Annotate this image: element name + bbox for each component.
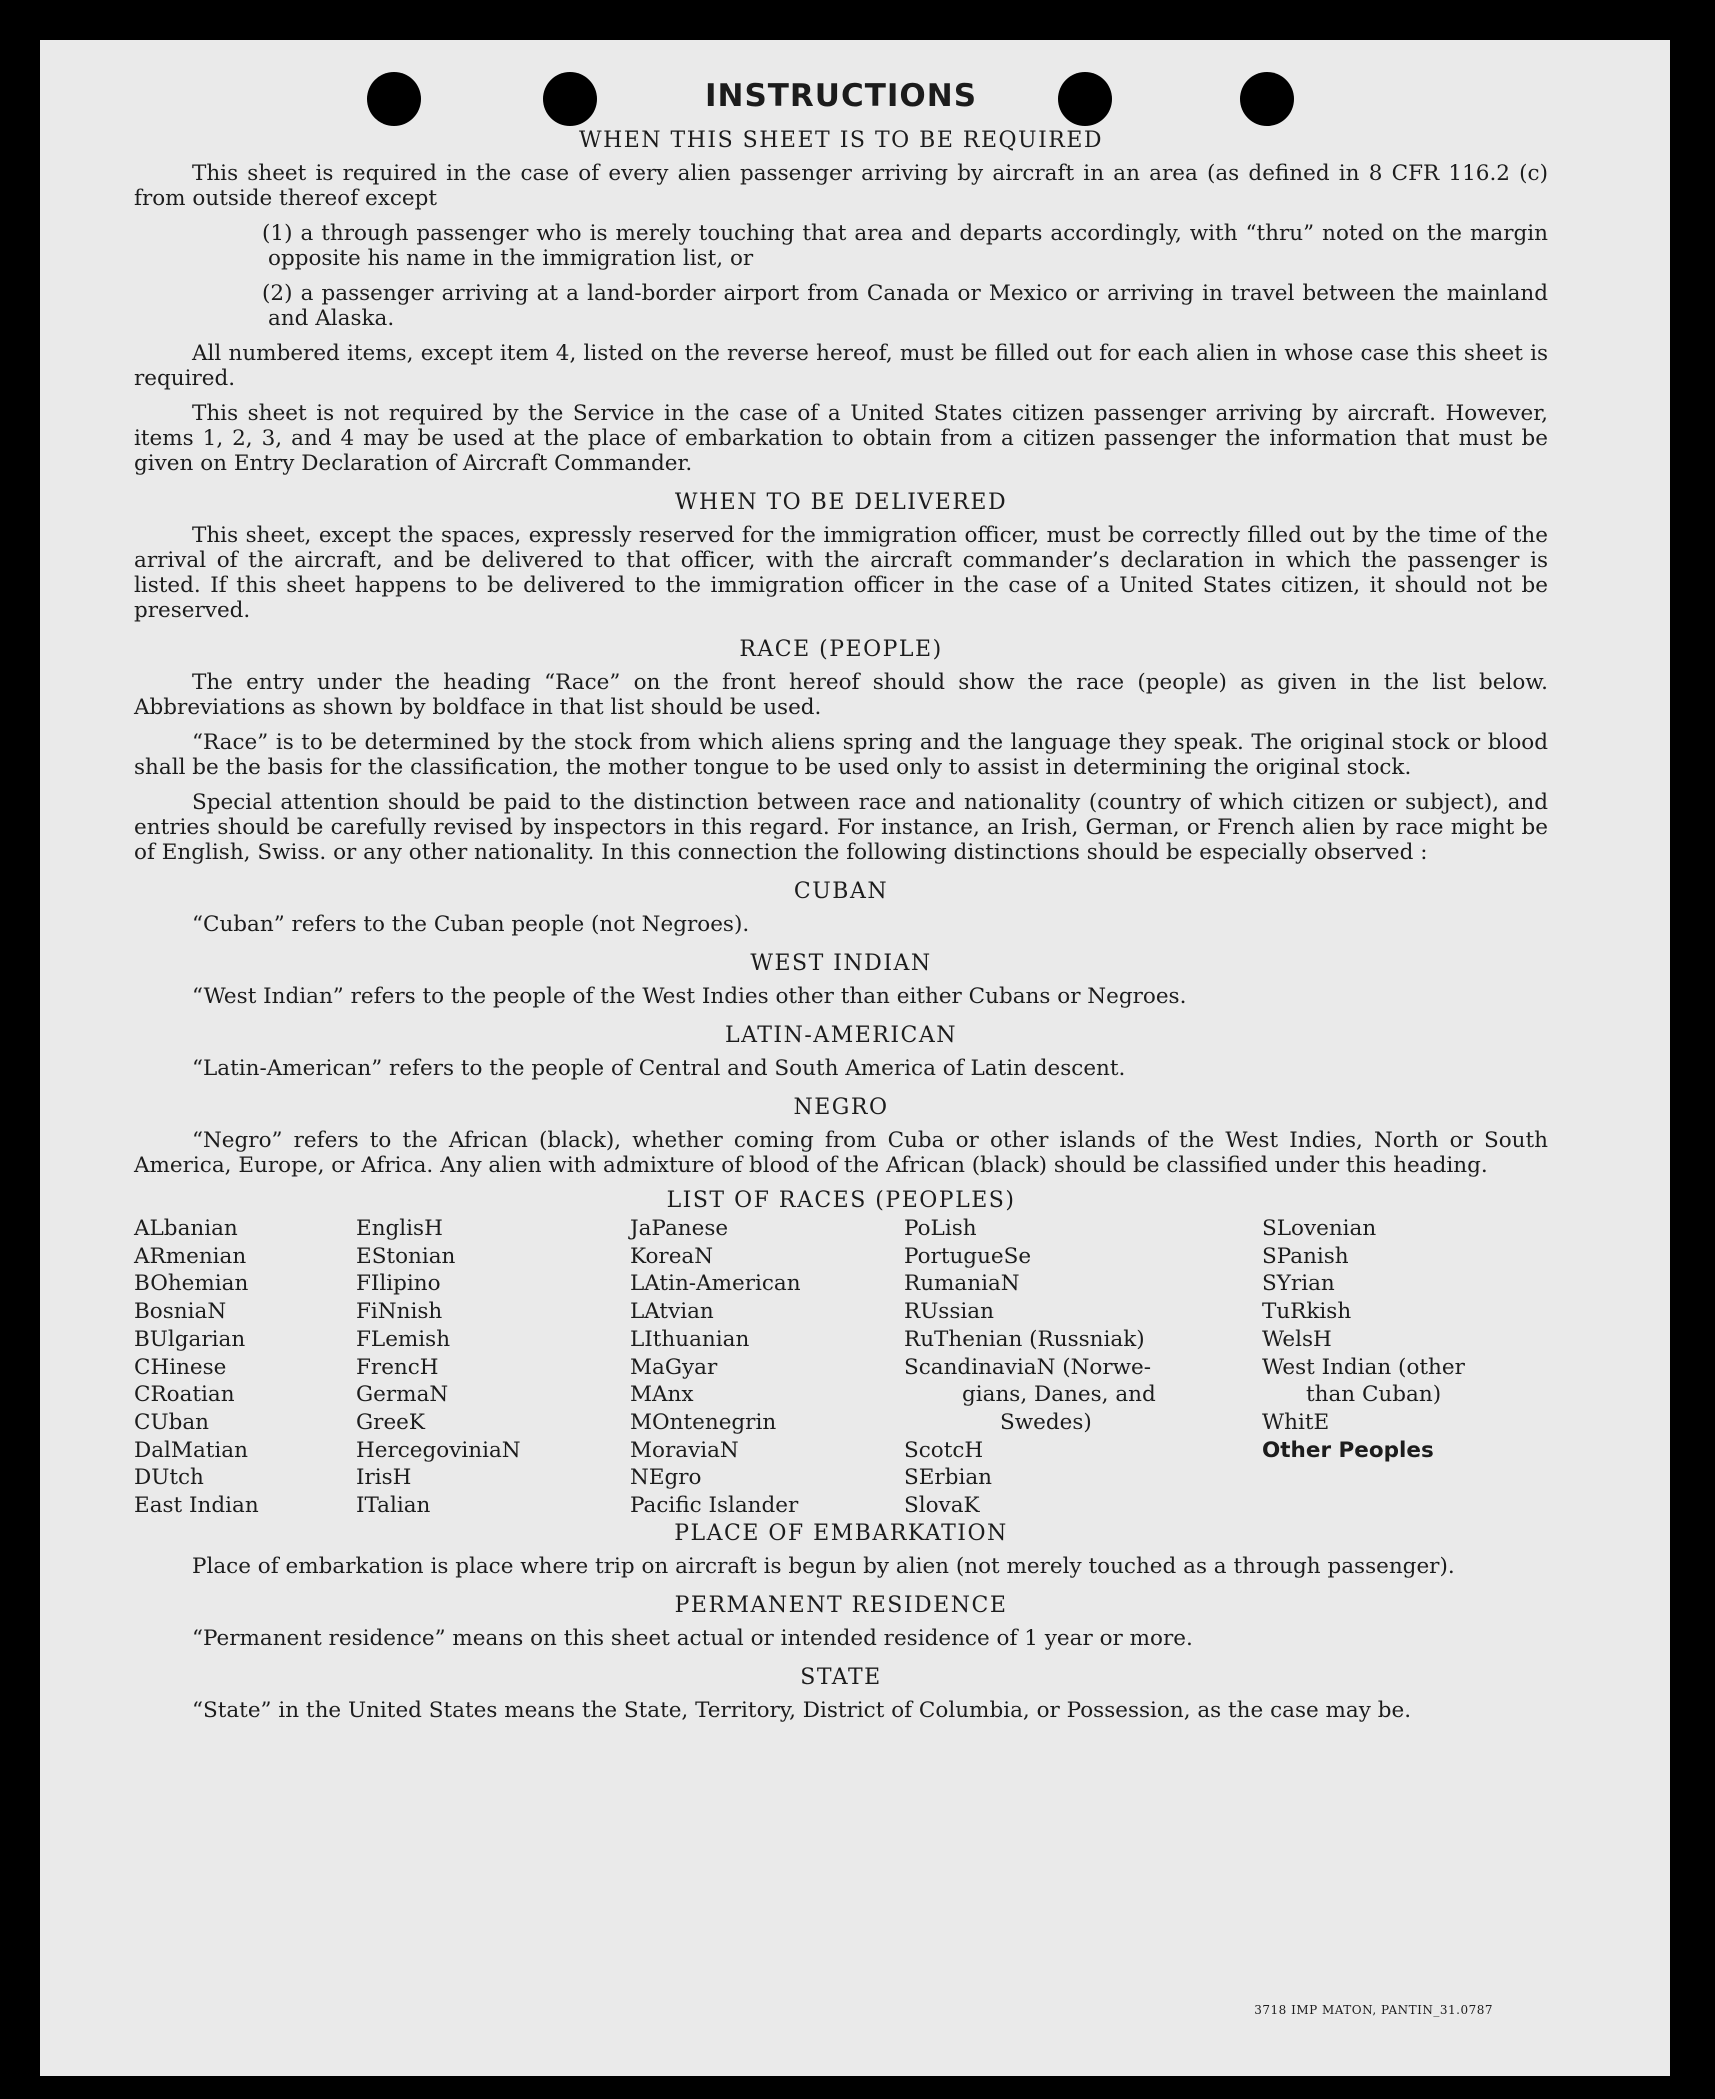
race-item: LAtvian (630, 1299, 714, 1325)
race-item: BosniaN (134, 1299, 227, 1325)
races-column-3 (630, 1215, 801, 1520)
paragraph: All numbered items, except item 4, listed on the reverse hereof, must be filled out for each alien in whose case this sheet is required. (134, 341, 1548, 391)
race-item: SErbian (904, 1465, 993, 1491)
section-heading-state: STATE (800, 1665, 882, 1690)
race-item: Other Peoples (1262, 1437, 1434, 1463)
paragraph: “Latin-American” refers to the people of Central and South America of Latin descent. (192, 1056, 1126, 1081)
race-item: FiNnish (356, 1299, 443, 1325)
race-item: DalMatian (134, 1437, 248, 1463)
page-title: INSTRUCTIONS (704, 78, 978, 114)
race-item: PortugueSe (904, 1243, 1032, 1269)
section-heading-embarkation: PLACE OF EMBARKATION (674, 1521, 1008, 1546)
race-item: FrencH (356, 1354, 439, 1380)
section-heading-cuban: CUBAN (793, 879, 889, 904)
race-item: EnglisH (356, 1216, 443, 1241)
paragraph: “State” in the United States means the State, Territory, District of Columbia, or Possession, as the case may be. (192, 1698, 1412, 1723)
list-item: (1) a through passenger who is merely touching that area and departs accordingly, with “thru” noted on the margin opposite his name in the immigration list, or (262, 221, 1548, 271)
races-column-4 (904, 1215, 1156, 1520)
paragraph: This sheet, except the spaces, expressly reserved for the immigration officer, must be correctly filled out by the time of the arrival of the aircraft, and be delivered to that officer, with the aircraft commander’s declaration in which the passenger is listed. If this sheet happens to be delivered to the immigration officer in the case of a United States citizen, it should not be preserved. (134, 523, 1548, 623)
race-item: SYrian (1262, 1271, 1335, 1297)
race-item: ARmenian (134, 1243, 247, 1269)
race-item: than Cuban) (1306, 1382, 1442, 1408)
paragraph: Special attention should be paid to the distinction between race and nationality (country of which citizen or subject), and entries should be carefully revised by inspectors in this regard. For instance, an Irish, German, or French alien by race might be of English, Swiss. or any other nationality. In this connection the following distinctions should be especially observed : (134, 790, 1548, 865)
race-item: MAnx (630, 1382, 694, 1408)
race-item: LIthuanian (630, 1326, 750, 1352)
race-item: PoLish (904, 1216, 977, 1241)
race-item: EStonian (356, 1243, 456, 1269)
race-item: Swedes) (1000, 1409, 1092, 1435)
race-item: TuRkish (1262, 1299, 1352, 1325)
paragraph: “Negro” refers to the African (black), whether coming from Cuba or other islands of the West Indies, North or South America, Europe, or Africa. Any alien with admixture of blood of the African (black) should be classified under this heading. (134, 1128, 1548, 1178)
section-heading-when-delivered: WHEN TO BE DELIVERED (674, 490, 1008, 515)
section-heading-negro: NEGRO (793, 1095, 889, 1120)
race-item: CHinese (134, 1354, 227, 1380)
document-content (134, 72, 1548, 1733)
race-item: WhitE (1262, 1409, 1330, 1435)
paragraph: This sheet is required in the case of every alien passenger arriving by aircraft in an area (as defined in 8 CFR 116.2 (c) from outside thereof except (134, 161, 1548, 211)
race-item: LAtin-American (630, 1271, 801, 1297)
race-item: East Indian (134, 1493, 259, 1519)
race-item: WelsH (1262, 1326, 1332, 1352)
race-item: CRoatian (134, 1382, 235, 1408)
race-item: BOhemian (134, 1271, 249, 1297)
race-item: ScandinaviaN (Norwe- (904, 1354, 1152, 1380)
section-heading-when-required: WHEN THIS SHEET IS TO BE REQUIRED (578, 128, 1104, 153)
race-item: MoraviaN (630, 1437, 739, 1463)
paragraph: This sheet is not required by the Service in the case of a United States citizen passenger arriving by aircraft. However, items 1, 2, 3, and 4 may be used at the place of embarkation to obtain from a citizen passenger the information that must be given on Entry Declaration of Aircraft Commander. (134, 401, 1548, 476)
paragraph: “Cuban” refers to the Cuban people (not Negroes). (192, 912, 750, 937)
paragraph: The entry under the heading “Race” on the front hereof should show the race (people) as given in the list below. Abbreviations as shown by boldface in that list should be used. (134, 670, 1548, 720)
race-item: FLemish (356, 1326, 451, 1352)
race-item: NEgro (630, 1465, 702, 1491)
race-item: GreeK (356, 1409, 425, 1435)
race-item: SLovenian (1262, 1216, 1377, 1241)
list-item: (2) a passenger arriving at a land-border airport from Canada or Mexico or arriving in travel between the mainland and Alaska. (262, 281, 1548, 331)
race-item: BUlgarian (134, 1326, 246, 1352)
paragraph: “Race” is to be determined by the stock from which aliens spring and the language they speak. The original stock or blood shall be the basis for the classification, the mother tongue to be used only to assist in determining the original stock. (134, 730, 1548, 780)
printer-code: 3718 IMP MATON, PANTIN_31.0787 (1254, 2003, 1493, 2017)
races-column-2 (356, 1215, 521, 1520)
races-column-1 (134, 1215, 259, 1520)
race-item: SlovaK (904, 1493, 980, 1519)
section-heading-west-indian: WEST INDIAN (750, 951, 932, 976)
race-item: DUtch (134, 1465, 204, 1491)
section-heading-race: RACE (PEOPLE) (739, 637, 943, 662)
races-column-5 (1262, 1215, 1465, 1464)
race-item: KoreaN (630, 1243, 714, 1269)
race-item: ScotcH (904, 1437, 984, 1463)
paragraph: Place of embarkation is place where trip on aircraft is begun by alien (not merely touched as a through passenger). (192, 1554, 1455, 1579)
race-item: RuThenian (Russniak) (904, 1326, 1145, 1352)
race-item: IrisH (356, 1465, 412, 1491)
exception-list (134, 221, 1548, 331)
race-item: RUssian (904, 1299, 994, 1325)
race-item: ALbanian (134, 1216, 238, 1241)
paragraph: “West Indian” refers to the people of the West Indies other than either Cubans or Negroes. (192, 984, 1187, 1009)
race-item: JaPanese (630, 1216, 729, 1241)
paragraph: “Permanent residence” means on this sheet actual or intended residence of 1 year or more. (192, 1626, 1193, 1651)
section-heading-list-of-races: LIST OF RACES (PEOPLES) (666, 1188, 1016, 1213)
race-item: MOntenegrin (630, 1409, 777, 1435)
race-item: West Indian (other (1262, 1354, 1465, 1380)
race-item: SPanish (1262, 1243, 1349, 1269)
race-item: gians, Danes, and (962, 1382, 1156, 1408)
race-item: Pacific Islander (630, 1493, 799, 1519)
race-item: GermaN (356, 1382, 449, 1408)
race-item: ITalian (356, 1493, 431, 1519)
race-item: MaGyar (630, 1354, 718, 1380)
race-item: FIlipino (356, 1271, 441, 1297)
race-item: HercegoviniaN (356, 1437, 521, 1463)
section-heading-latin-american: LATIN-AMERICAN (724, 1023, 958, 1048)
race-item: CUban (134, 1409, 209, 1435)
race-item: RumaniaN (904, 1271, 1020, 1297)
races-list (134, 1215, 1548, 1519)
section-heading-residence: PERMANENT RESIDENCE (674, 1593, 1008, 1618)
